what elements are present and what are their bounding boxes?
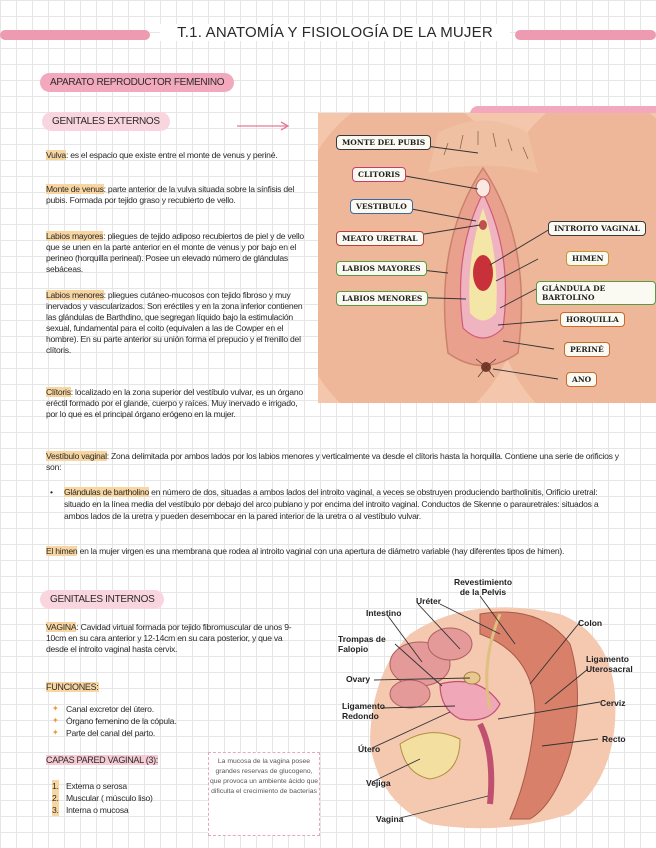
page-title: T.1. ANATOMÍA Y FISIOLOGÍA DE LA MUJER <box>160 24 510 41</box>
label-perine: PERINÉ <box>564 342 610 357</box>
header-band-left <box>0 30 150 40</box>
label-utero: Útero <box>358 744 381 754</box>
header-band-right <box>515 30 656 40</box>
heading-capas: CAPAS PARED VAGINAL (3): <box>46 755 158 765</box>
heading-funciones: FUNCIONES: <box>46 682 99 692</box>
text-himen: El himen en la mujer virgen es una membrana que rodea al introito vaginal con una apertura de diámetro variable (hay diferentes tipos de himen). <box>46 546 565 556</box>
label-ovary: Ovary <box>346 674 371 684</box>
list-item: ✦ Órgano femenino de la cópula. <box>50 715 250 727</box>
label-ligamento-redondo: Ligamento Redondo <box>342 701 385 721</box>
text-labios-mayores: Labios mayores: pliegues de tejido adiposo recubiertos de piel y de vello que se unen en la parte anterior en el monte de venus y por bajo en el perineo (horquilla perineal). Posee un elevado número de glándulas sebáceas. <box>46 231 304 274</box>
label-clitoris: CLITORIS <box>352 167 406 182</box>
label-colon: Colon <box>578 618 603 628</box>
label-introito-vaginal: INTROITO VAGINAL <box>548 221 646 236</box>
text-monte-venus: Monte de venus: parte anterior de la vulva situada sobre la sínfisis del pubis. Formada por tejido graso y recubierto de vello. <box>46 184 295 205</box>
label-horquilla: HORQUILLA <box>560 312 625 327</box>
list-item: ✦ Parte del canal del parto. <box>50 727 250 739</box>
heading-genitales-internos: GENITALES INTERNOS <box>40 590 164 609</box>
list-item: 2. Muscular ( músculo liso) <box>52 793 153 803</box>
label-ano: ANO <box>566 372 597 387</box>
label-ligamento-uterosacral: Ligamento Uterosacral <box>586 654 633 674</box>
text-vagina: VAGINA: Cavidad virtual formada por tejido fibromuscular de unos 9-10cm en su cara anterior y 12-14cm en su cara posterior, y que va desde el introito vaginal hasta cervix. <box>46 622 292 654</box>
figure-genitales-externos <box>318 113 656 403</box>
list-item: 1. Externa o serosa <box>52 781 127 791</box>
text-clitoris: Clítoris: localizado en la zona superior del vestíbulo vulvar, es un órgano eréctil formado por el glande, cuerpo y raíces. Muy inervado e irrigado, por lo que es el principal órgano erógeno en la mujer. <box>46 387 303 419</box>
label-vestibulo: VESTIBULO <box>350 199 413 214</box>
label-cervix: Cerviz <box>600 698 626 708</box>
label-intestino: Intestino <box>366 608 402 618</box>
label-trompas-falopio: Trompas de Falopio <box>338 634 386 654</box>
list-capas <box>50 780 210 816</box>
label-recto: Recto <box>602 734 626 744</box>
label-monte-pubis: MONTE DEL PUBIS <box>336 135 431 150</box>
label-labios-mayores: LABIOS MAYORES <box>336 261 427 276</box>
label-glandula-bartolino: GLÁNDULA DE BARTOLINO <box>536 281 656 305</box>
section-heading-main: APARATO REPRODUCTOR FEMENINO <box>40 73 234 92</box>
list-item: 3. Interna o mucosa <box>52 805 129 815</box>
arrow-icon <box>235 120 295 132</box>
text-labios-menores: Labios menores: pliegues cutáneo-mucosos con tejido fibroso y muy inervados y vascularizados. Son eréctiles y en la zona inferior contienen las glándulas de Barthdino, que segregan líquido bajo la estimulación sexual, fundamental para el coito (equivalen a las de Cowper en el hombre). En su parte anterior su unión forma el prepucio y el frenillo del clítoris. <box>46 290 303 355</box>
label-vagina: Vagina <box>376 814 404 824</box>
note-mucosa: La mucosa de la vagina posee grandes reservas de glucogeno, que provoca un ambiente ácido que dificulta el crecimiento de bacterias <box>208 752 320 836</box>
text-vulva: Vulva: es el espacio que existe entre el monte de venus y periné. <box>46 150 278 160</box>
label-revestimiento-pelvis: Revestimiento de la Pelvis <box>453 577 513 597</box>
list-item: • Glándulas de bartholino en número de dos, situadas a ambos lados del introito vaginal, a veces se obstruyen produciendo bartholinitis, Orificio uretral: situado en la línea media del vestíbulo por debajo del arco pubiano y por encima del introito vaginal. Conductos de Skenne o parauretrales: situados a ambos lados de la uretra y pueden desembocar en la pared interior de la uretra o al vestíbulo vulvar. <box>48 486 616 522</box>
label-ureter: Uréter <box>416 596 442 606</box>
list-orificios <box>48 486 616 522</box>
text-vestibulo-vaginal: Vestíbulo vaginal: Zona delimitada por ambos lados por los labios menores y verticalmente va desde el clítoris hasta la horquilla. Contiene una serie de orificios y son: <box>46 451 619 472</box>
label-meato-uretral: MEATO URETRAL <box>336 231 424 246</box>
figure-genitales-internos <box>330 574 656 836</box>
label-labios-menores: LABIOS MENORES <box>336 291 428 306</box>
list-item: ✦ Canal excretor del útero. <box>50 703 250 715</box>
label-vejiga: Vejiga <box>366 778 391 788</box>
label-himen: HIMEN <box>566 251 609 266</box>
list-funciones <box>50 703 250 739</box>
heading-genitales-externos: GENITALES EXTERNOS <box>42 112 170 131</box>
